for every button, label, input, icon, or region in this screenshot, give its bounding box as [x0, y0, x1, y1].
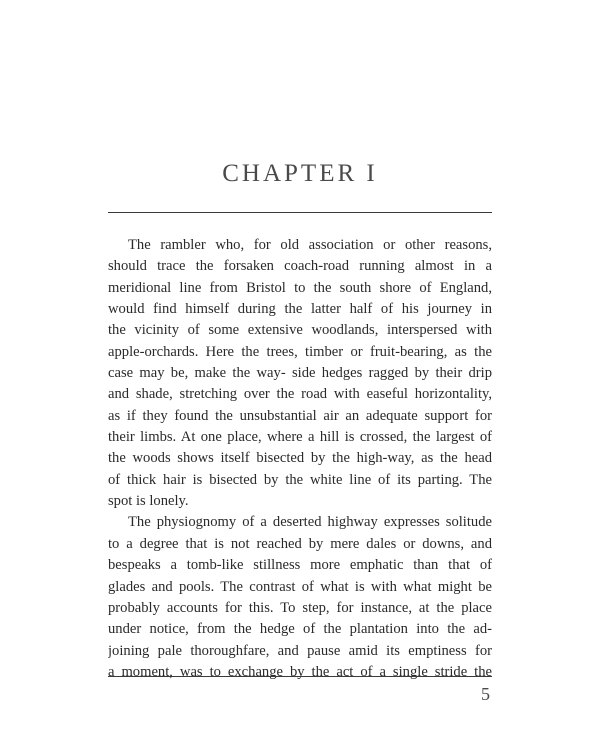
text-line: The physiognomy of a deserted highway expresses solitude [128, 514, 492, 531]
text-line: to a degree that is not reached by mere dales or downs, and [108, 535, 492, 552]
top-divider [108, 212, 492, 213]
text-line: their limbs. At one place, where a hill is crossed, the largest of [108, 429, 492, 446]
text-line: case may be, make the way- side hedges ragged by their drip [108, 365, 492, 382]
text-line: the vicinity of some extensive woodlands, interspersed with [108, 322, 492, 339]
bottom-divider [108, 676, 492, 677]
text-line: apple-orchards. Here the trees, timber or fruit-bearing, as the [108, 343, 492, 360]
text-line: a moment, was to exchange by the act of a single stride the [108, 663, 492, 680]
text-line: and shade, stretching over the road with easeful horizontality, [108, 386, 492, 403]
text-line: of thick hair is bisected by the white line of its parting. The [108, 471, 492, 488]
text-line: joining pale thoroughfare, and pause amid its emptiness for [108, 642, 492, 659]
text-line: meridional line from Bristol to the south shore of England, [108, 279, 492, 296]
chapter-title: CHAPTER I [222, 160, 378, 187]
text-line: as if they found the unsubstantial air an adequate support for [108, 407, 492, 424]
text-line: the woods shows itself bisected by the high-way, as the head [108, 450, 492, 467]
text-line: under notice, from the hedge of the plantation into the ad- [108, 621, 492, 638]
body-text [108, 235, 492, 683]
text-line: The rambler who, for old association or other reasons, [128, 237, 492, 253]
text-line: glades and pools. The contrast of what is with what might be [108, 578, 492, 595]
text-line: should trace the forsaken coach-road running almost in a [108, 258, 492, 275]
page-number: 5 [481, 684, 490, 704]
text-line: probably accounts for this. To step, for instance, at the place [108, 599, 492, 616]
text-line: spot is lonely. [108, 493, 189, 510]
text-line: bespeaks a tomb-like stillness more emphatic than that of [108, 557, 492, 574]
text-line: would find himself during the latter half of his journey in [108, 301, 492, 318]
